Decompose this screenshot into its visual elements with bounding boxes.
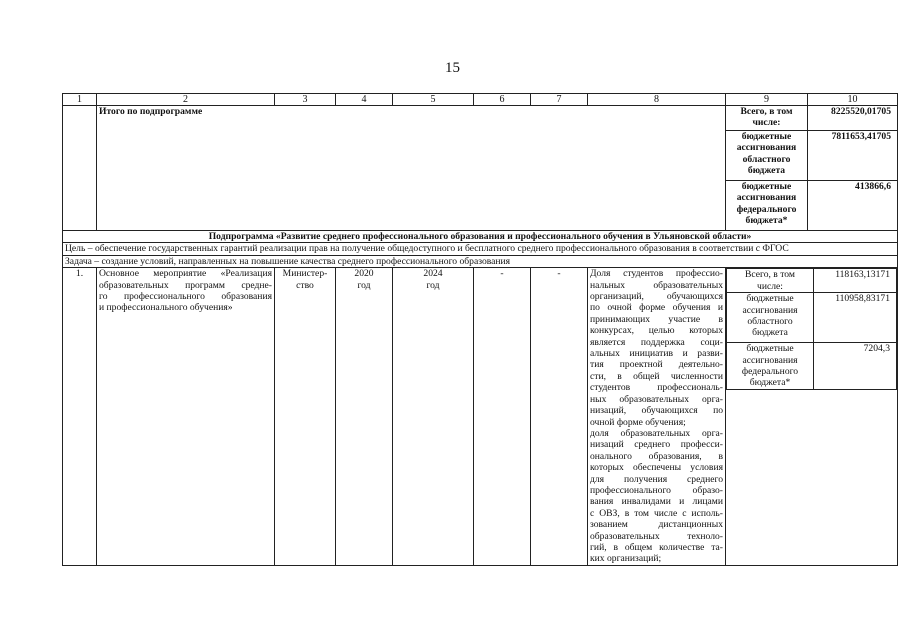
subtotal-label: Итого по подпрограмме (97, 106, 726, 231)
executor: Министер- ство (275, 268, 336, 566)
funding-amount: 8225520,01705 (808, 106, 898, 131)
funding-block (726, 268, 898, 566)
indicator-text (588, 268, 726, 566)
funding-inner-table (726, 268, 897, 390)
indicator-line: по очной форме обучения и (590, 302, 723, 314)
indicator-line: альных инициатив и разви- (590, 348, 723, 360)
subprogram-title: Подпрограмма «Развитие среднего профессионального образования и профессионального обучения в Ульяновской области» (63, 231, 898, 243)
indicator-line: с ОВЗ, в том числе с исполь- (590, 507, 723, 519)
column-number: 3 (275, 94, 336, 106)
end-year: 2024 год (393, 268, 474, 566)
column-number: 6 (474, 94, 531, 106)
indicator-line: вания инвалидами и лицами (590, 496, 723, 508)
funding-amount: 413866,6 (808, 181, 898, 231)
indicator-line: низаций, обучающихся по (590, 405, 723, 417)
column-number: 9 (726, 94, 808, 106)
indicator-line: организаций, обучающихся (590, 291, 723, 303)
indicator-line: профессионального образо- (590, 484, 723, 496)
task-row (63, 255, 898, 267)
col7-value: - (531, 268, 588, 566)
indicator-line: сти, в общей численности (590, 370, 723, 382)
indicator-line: ных образовательных орга- (590, 393, 723, 405)
funding-source-label: бюджетные ассигнования областного бюджета (726, 131, 808, 181)
indicator-line: принимающих участие в (590, 313, 723, 325)
goal-row (63, 243, 898, 255)
task-text: Задача – создание условий, направленных на повышение качества среднего профессионального образования (63, 255, 898, 267)
goal-text: Цель – обеспечение государственных гарантий реализации прав на получение общедоступного и бесплатного среднего профессионального образования в соответствии с ФГОС (63, 243, 898, 255)
funding-source-label: Всего, в том числе: (727, 269, 814, 293)
funding-amount: 118163,13171 (814, 269, 897, 293)
indicator-line: конкурсах, целью которых (590, 325, 723, 337)
column-number-row (63, 94, 898, 106)
indicator-line: Доля студентов профессио- (590, 268, 723, 280)
program-table (62, 93, 898, 566)
indicator-line: гий, в общем количестве та- (590, 541, 723, 553)
column-number: 7 (531, 94, 588, 106)
funding-source-label: бюджетные ассигнования федерального бюджета* (727, 343, 814, 390)
subtotal-row-1 (63, 106, 898, 131)
indicator-line: низаций среднего професси- (590, 439, 723, 451)
column-number: 8 (588, 94, 726, 106)
column-number: 2 (97, 94, 275, 106)
column-number: 5 (393, 94, 474, 106)
column-number: 10 (808, 94, 898, 106)
page-number: 15 (445, 60, 460, 76)
indicator-line: ких организаций; (590, 553, 662, 565)
activity-row (63, 268, 898, 566)
start-year: 2020 год (336, 268, 393, 566)
funding-amount: 110958,83171 (814, 293, 897, 343)
col6-value: - (474, 268, 531, 566)
indicator-line: зованием дистанционных (590, 519, 723, 531)
indicator-line: является поддержка соци- (590, 336, 723, 348)
funding-source-label: Всего, в том числе: (726, 106, 808, 131)
column-number: 1 (63, 94, 97, 106)
column-number: 4 (336, 94, 393, 106)
activity-name: Основное мероприятие «Реализация образовательных программ средне- го профессионального образования и профессионального обучения» (97, 268, 275, 566)
indicator-line: тия проектной деятельно- (590, 359, 723, 371)
indicator-line: для получения среднего (590, 473, 723, 485)
row-number: 1. (63, 268, 97, 566)
funding-amount: 7204,3 (814, 343, 897, 390)
indicator-line: онального образования, в (590, 450, 723, 462)
subtotal-empty-cell (63, 106, 97, 231)
indicator-line: которых обеспечены условия (590, 462, 723, 474)
indicator-line: образовательных техноло- (590, 530, 723, 542)
indicator-line: нальных образовательных (590, 279, 723, 291)
subprogram-title-row (63, 231, 898, 243)
funding-source-label: бюджетные ассигнования федерального бюджета* (726, 181, 808, 231)
indicator-line: очной форме обучения; (590, 416, 686, 428)
indicator-line: студентов профессиональ- (590, 382, 723, 394)
funding-source-label: бюджетные ассигнования областного бюджета (727, 293, 814, 343)
indicator-line: доля образовательных орга- (590, 427, 723, 439)
funding-amount: 7811653,41705 (808, 131, 898, 181)
